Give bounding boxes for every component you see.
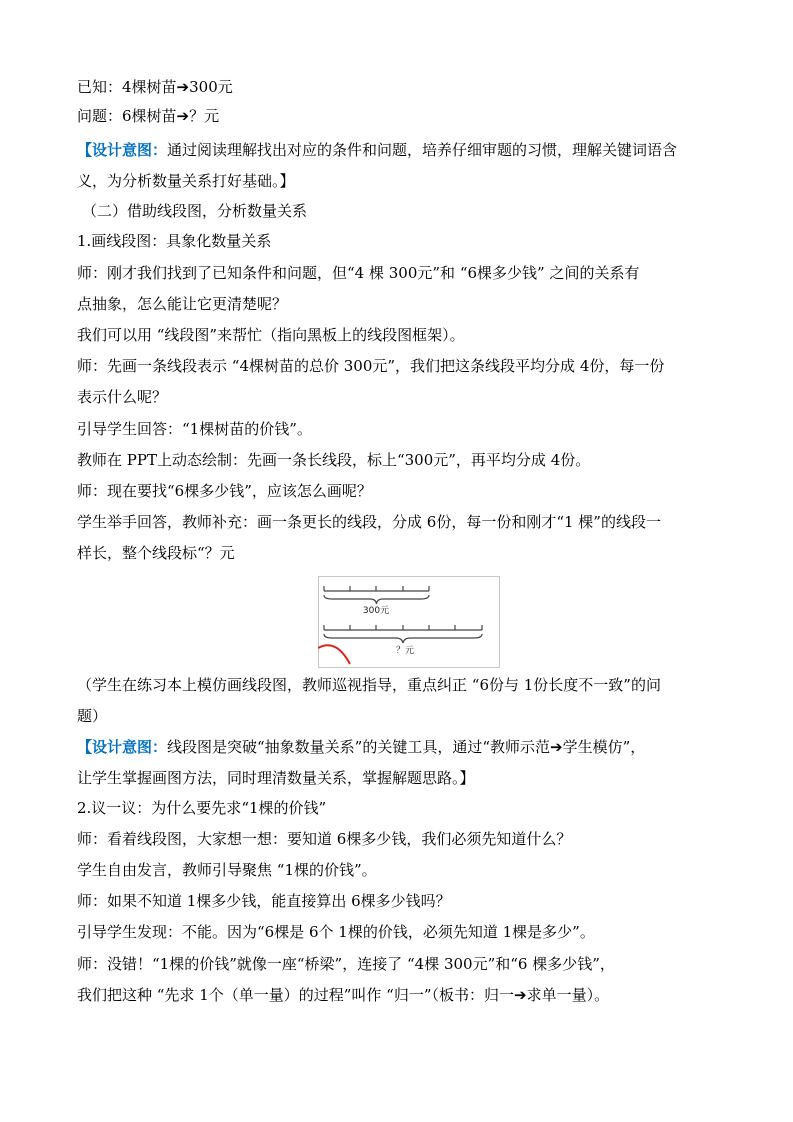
paragraph-line: 师：先画一条线段表示 “4棵树苗的总价 300元”，我们把这条线段平均分成 4份，每一份 (77, 357, 665, 375)
paragraph-line: 学生举手回答，教师补充：画一条更长的线段，分成 6份，每一份和刚才“1 棵”的线段一 (77, 513, 661, 531)
paragraph-line: 我们把这种 “先求 1个（单一量）的过程”叫作 “归一”（板书：归一➔求单一量）。 (77, 986, 610, 1004)
paragraph-line: 我们可以用 “线段图”来帮忙（指向黑板上的线段图框架）。 (77, 326, 465, 344)
design-intent-text: 通过阅读理解找出对应的条件和问题，培养仔细审题的习惯，理解关键词语含 (167, 141, 678, 159)
line-segment-diagram (318, 576, 500, 668)
design-intent-text: 线段图是突破“抽象数量关系”的关键工具，通过“教师示范➔学生模仿”， (167, 738, 646, 756)
paragraph-line: 样长，整个线段标“？元 (77, 544, 235, 562)
design-intent-tag: 【设计意图： (77, 141, 168, 159)
paragraph-line: 师：看着线段图，大家想一想：要知道 6棵多少钱，我们必须先知道什么？ (77, 830, 572, 848)
paragraph-line: 师：没错！“1棵的价钱”就像一座“桥梁”，连接了 “4棵 300元”和“6 棵多少钱”， (77, 955, 615, 973)
segment-diagram-svg (318, 576, 500, 668)
label-unknown-yuan: ？元 (395, 646, 415, 656)
paragraph-line: 题） (77, 707, 108, 725)
paragraph-line: 表示什么呢？ (77, 388, 168, 406)
paragraph-line: 点抽象，怎么能让它更清楚呢？ (77, 295, 288, 313)
question: 问题：6棵树苗➔？元 (77, 107, 220, 125)
paragraph-line: 义，为分析数量关系打好基础。】 (77, 172, 295, 190)
subsection-heading: 2.议一议：为什么要先求“1棵的价钱” (77, 799, 327, 817)
design-intent-tag: 【设计意图： (77, 738, 168, 756)
paragraph-line: 教师在 PPT上动态绘制：先画一条长线段，标上“300元”，再平均分成 4份。 (77, 451, 591, 469)
paragraph-line: 师：刚才我们找到了已知条件和问题，但“4 棵 300元”和 “6棵多少钱” 之间的关系有 (77, 264, 640, 282)
subsection-heading: 1.画线段图：具象化数量关系 (77, 232, 272, 250)
paragraph-line: （学生在练习本上模仿画线段图，教师巡视指导，重点纠正 “6份与 1份长度不一致”的问 (77, 676, 661, 694)
paragraph-line: 引导学生发现：不能。因为“6棵是 6个 1棵的价钱，必须先知道 1棵是多少”。 (77, 923, 595, 941)
paragraph-line: 让学生掌握画图方法，同时理清数量关系，掌握解题思路。】 (77, 769, 475, 787)
paragraph-line: 师：现在要找“6棵多少钱”，应该怎么画呢？ (77, 482, 372, 500)
design-intent-2 (77, 737, 717, 757)
paragraph-line: 引导学生回答：“1棵树苗的价钱”。 (77, 420, 312, 438)
label-300-yuan: 300元 (362, 606, 390, 616)
known-condition: 已知：4棵树苗➔300元 (77, 78, 233, 96)
paragraph-line: 学生自由发言，教师引导聚焦 “1棵的价钱”。 (77, 861, 377, 879)
design-intent-1 (77, 140, 717, 160)
section-heading: （二）借助线段图，分析数量关系 (82, 202, 308, 220)
paragraph-line: 师：如果不知道 1棵多少钱，能直接算出 6棵多少钱吗？ (77, 892, 451, 910)
